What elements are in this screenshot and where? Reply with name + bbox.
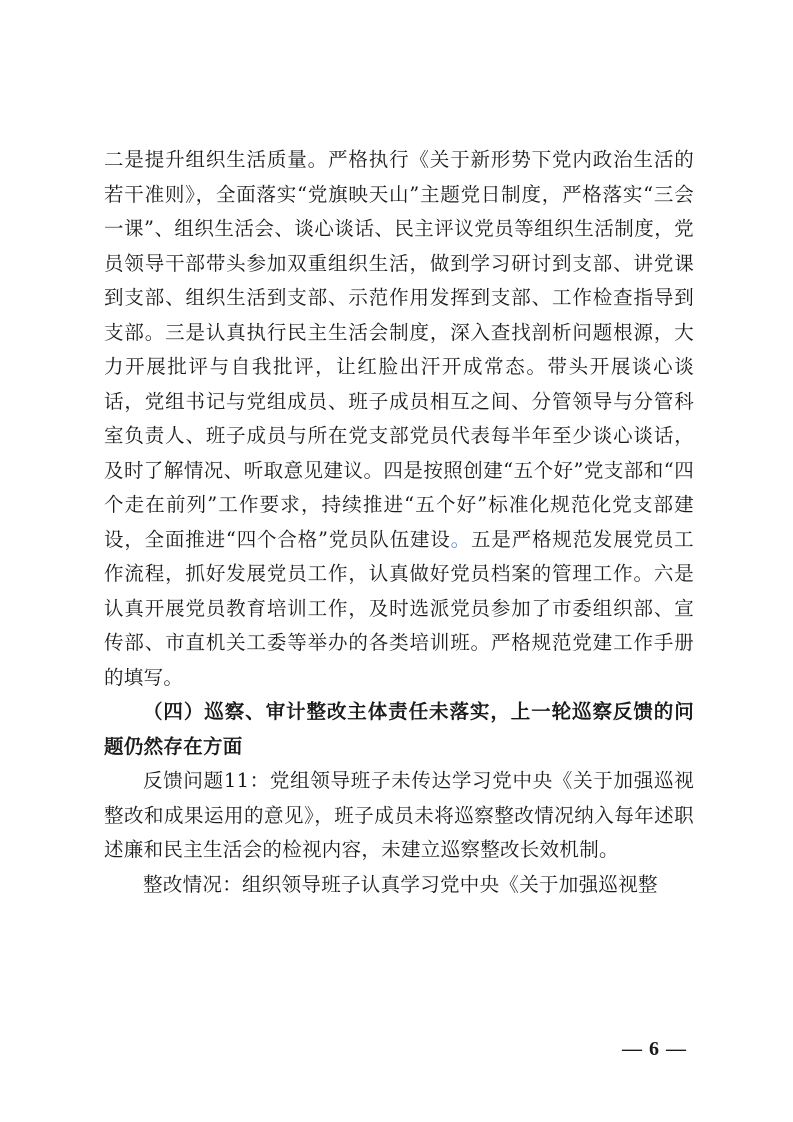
page-number: — 6 —: [622, 1038, 687, 1060]
paragraph-organization-life-part1: 二是提升组织生活质量。严格执行《关于新形势下党内政治生活的若干准则》，全面落实“党旗映天山”主题党日制度，严格落实“三会一课”、组织生活会、谈心谈话、民主评议党员等组织生活制度，党员领导干部带头参加双重组织生活，做到学习研讨到支部、讲党课到支部、组织生活到支部、示范作用发挥到支部、工作检查指导到支部。三是认真执行民主生活会制度，深入查找剖析问题根源，大力开展批评与自我批评，让红脸出汗开成常态。带头开展谈心谈话，党组书记与党组成员、班子成员相互之间、分管领导与分管科室负责人、班子成员与所在党支部党员代表每半年至少谈心谈话，及时了解情况、听取意见建议。四是按照创建“五个好”党支部和“四个走在前列”工作要求，持续推进“五个好”标准化规范化党支部建设，全面推进“四个合格”党员队伍建设: [104, 148, 694, 551]
section-heading-inspection-rectification: （四）巡察、审计整改主体责任未落实，上一轮巡察反馈的问题仍然存在方面: [104, 700, 694, 758]
body-text: [104, 143, 694, 902]
paragraph-feedback-issue-11: 反馈问题11：党组领导班子未传达学习党中央《关于加强巡视整改和成果运用的意见》，班子成员未将巡察整改情况纳入每年述职述廉和民主生活会的检视内容，未建立巡察整改长效机制。: [104, 769, 694, 861]
paragraph-organization-life: [104, 143, 694, 695]
paragraph-organization-life-part2: 五是严格规范发展党员工作流程，抓好发展党员工作，认真做好党员档案的管理工作。六是认真开展党员教育培训工作，及时选派党员参加了市委组织部、宣传部、市直机关工委等举办的各类培训班。严格规范党建工作手册的填写。: [104, 527, 694, 689]
paragraph-rectification-status: 整改情况：组织领导班子认真学习党中央《关于加强巡视整: [143, 872, 658, 896]
highlighted-period: 。: [450, 527, 471, 551]
